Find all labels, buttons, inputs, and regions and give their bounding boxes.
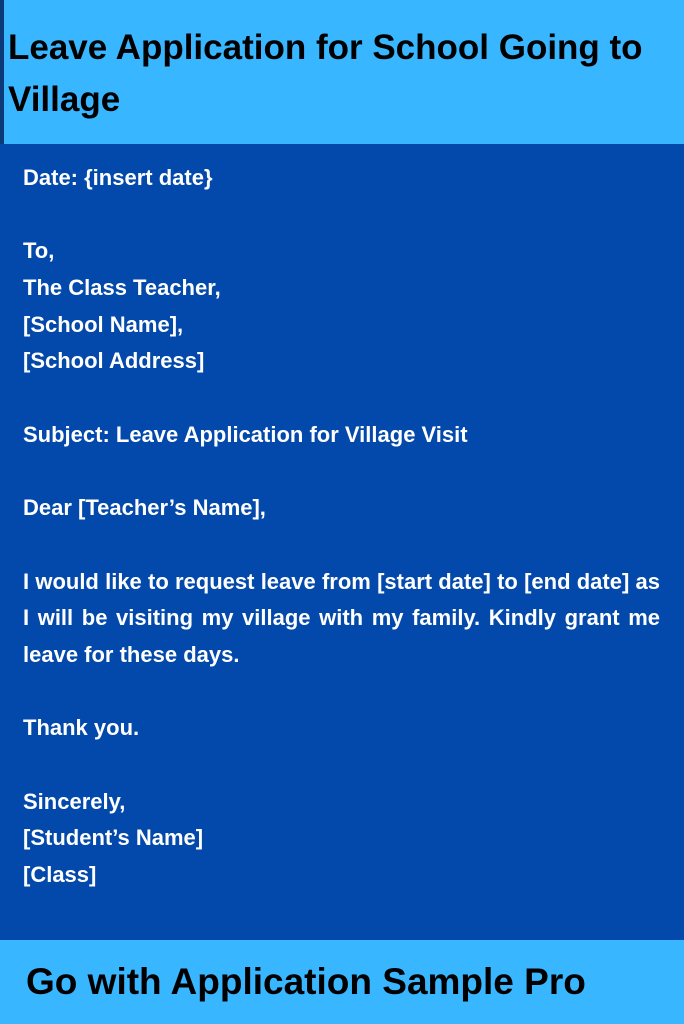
spacer — [23, 454, 660, 491]
spacer — [23, 674, 660, 711]
recipient-to: To, — [23, 238, 55, 264]
body-paragraph: I would like to request leave from [start date] to [end date] as I will be visiting my village with my family. Kindly grant me leave for these days. — [23, 568, 660, 667]
subject-line: Subject: Leave Application for Village Visit — [23, 421, 468, 447]
student-name: [Student’s Name] — [23, 825, 204, 851]
footer-banner — [0, 940, 684, 1024]
letter-body — [23, 160, 660, 894]
spacer — [23, 747, 660, 784]
recipient-school-address: [School Address] — [23, 348, 205, 374]
student-class: [Class] — [23, 862, 97, 888]
thanks-line: Thank you. — [23, 715, 140, 741]
spacer — [23, 197, 660, 234]
recipient-designation: The Class Teacher, — [23, 275, 221, 301]
footer-tagline: Go with Application Sample Pro — [26, 961, 586, 1002]
page-title: Leave Application for School Going to Village — [8, 28, 643, 119]
title-banner — [0, 0, 684, 144]
spacer — [23, 527, 660, 564]
closing-line: Sincerely, — [23, 788, 126, 814]
recipient-school-name: [School Name], — [23, 311, 184, 337]
spacer — [23, 380, 660, 417]
date-line: Date: {insert date} — [23, 165, 213, 190]
salutation: Dear [Teacher’s Name], — [23, 495, 266, 521]
